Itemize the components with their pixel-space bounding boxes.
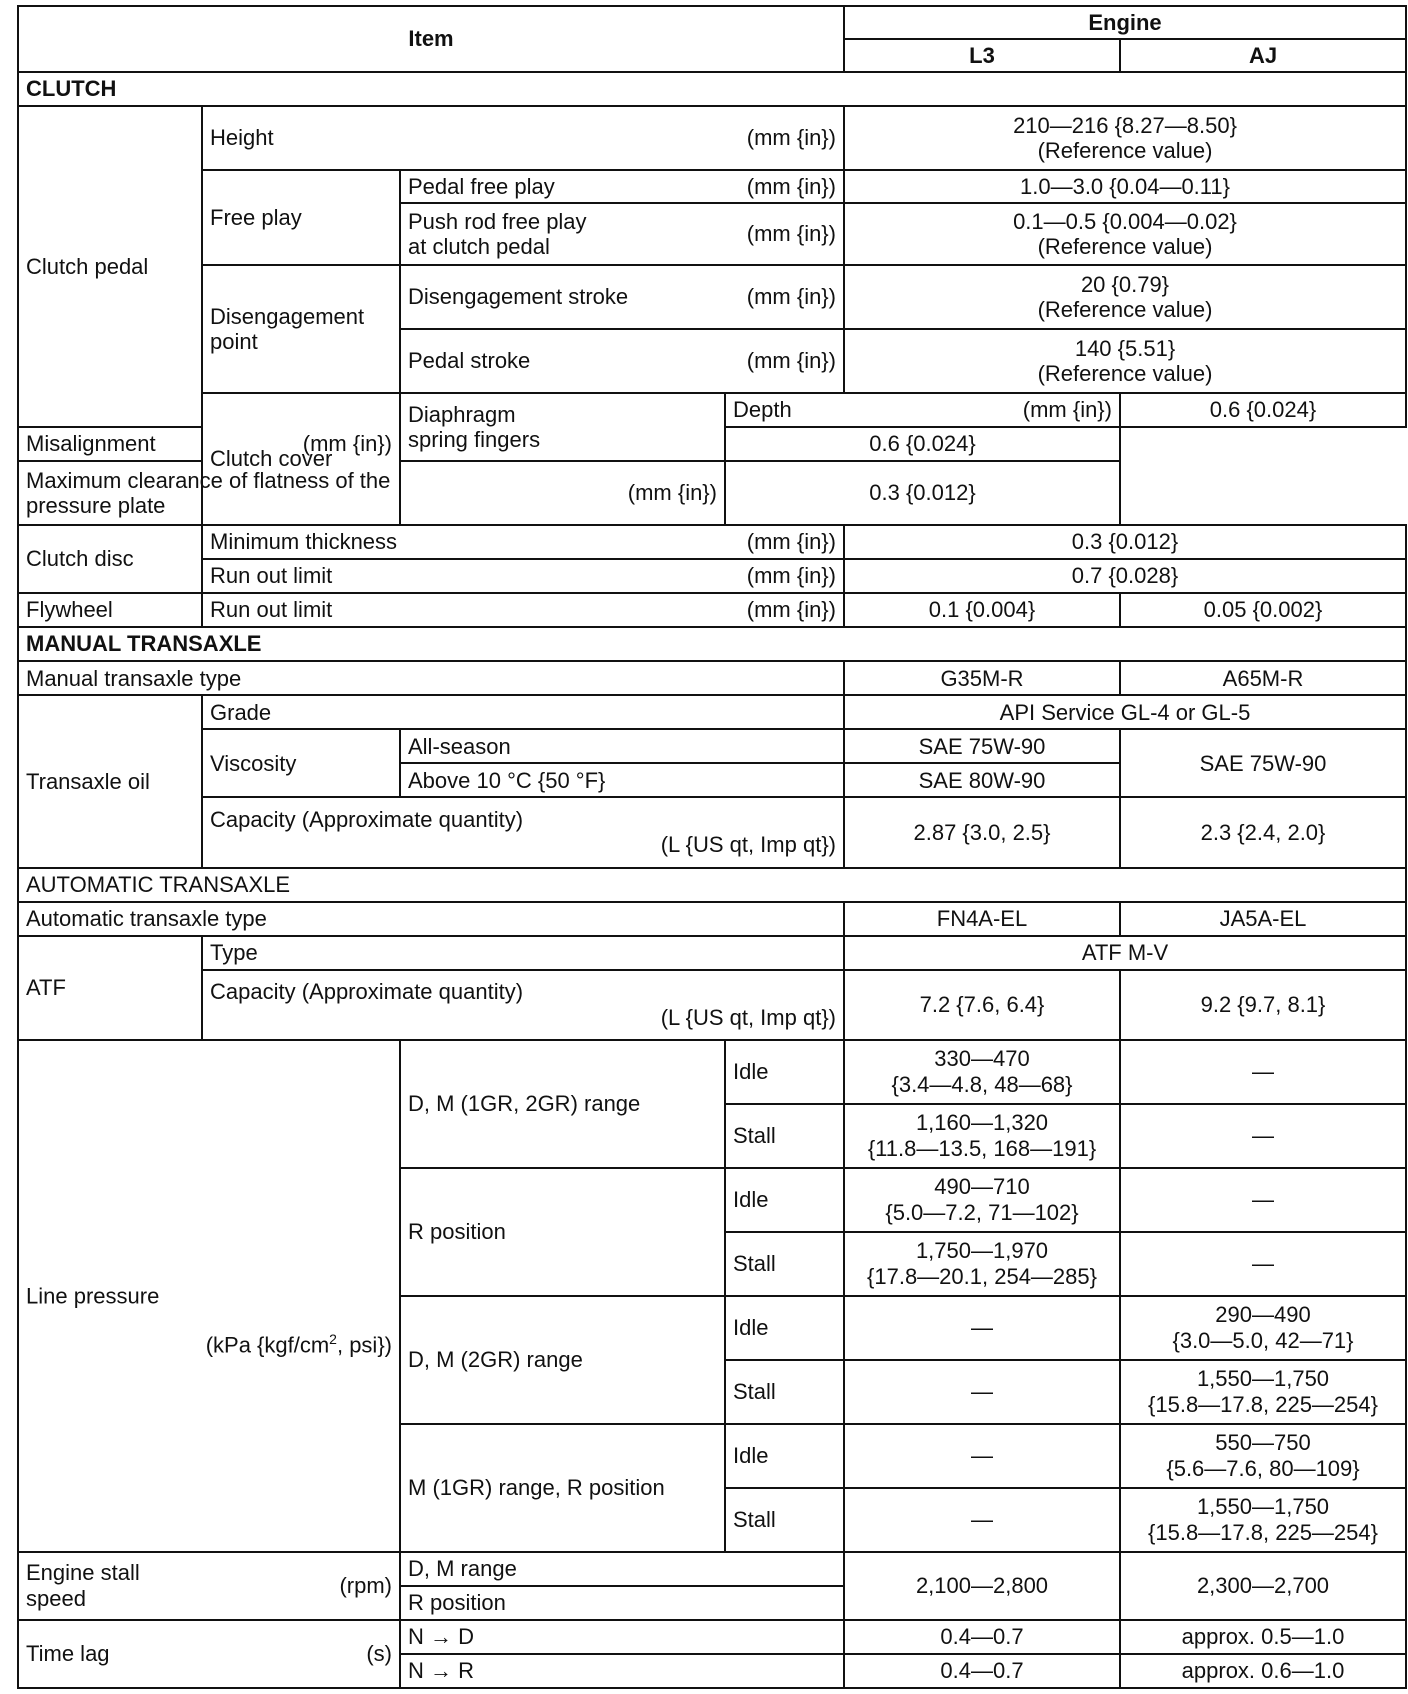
disc-runout-row: Run out limit (mm {in}) [202, 559, 844, 593]
line-pressure-label: Line pressure (kPa {$kgf/cm^2$, psi}) [18, 1040, 400, 1552]
stall-speed-aj: 2,300—2,700 [1120, 1552, 1406, 1620]
misalignment-row: Misalignment (mm {in}) [18, 427, 400, 461]
dm2-stall-l3: — [844, 1360, 1120, 1424]
n-to-r-aj: approx. 0.6—1.0 [1120, 1654, 1406, 1688]
dm2-idle-aj: 290—490 {3.0—5.0, 42—71} [1120, 1296, 1406, 1360]
viscosity-label: Viscosity [202, 729, 400, 797]
flywheel-label: Flywheel [18, 593, 202, 627]
m1r-stall-aj: 1,550—1,750 {15.8—17.8, 225—254} [1120, 1488, 1406, 1552]
manual-type-label: Manual transaxle type [18, 661, 844, 695]
dm2-idle-label: Idle [725, 1296, 844, 1360]
manual-type-l3: G35M-R [844, 661, 1120, 695]
grade-value: API Service GL-4 or GL-5 [844, 695, 1406, 729]
atf-capacity-row: Capacity (Approximate quantity) (L {US qt, Imp qt}) [202, 970, 844, 1040]
manual-capacity-aj: 2.3 {2.4, 2.0} [1120, 797, 1406, 867]
r-stall-aj: — [1120, 1232, 1406, 1296]
min-thickness-value: 0.3 {0.012} [844, 525, 1406, 559]
dm2-idle-l3: — [844, 1296, 1120, 1360]
diaphragm-label: Diaphragm spring fingers [400, 393, 725, 461]
specification-table [17, 5, 1407, 1689]
dm12-stall-aj: — [1120, 1104, 1406, 1168]
n-to-r-l3: 0.4—0.7 [844, 1654, 1120, 1688]
atf-type-label: Type [202, 936, 844, 970]
r-idle-aj: — [1120, 1168, 1406, 1232]
flywheel-l3-value: 0.1 {0.004} [844, 593, 1120, 627]
section-manual-transaxle: MANUAL TRANSAXLE [18, 627, 1406, 661]
transaxle-oil-label: Transaxle oil [18, 695, 202, 867]
clutch-disc-label: Clutch disc [18, 525, 202, 593]
m1r-range-label: M (1GR) range, R position [400, 1424, 725, 1552]
min-thickness-row: Minimum thickness (mm {in}) [202, 525, 844, 559]
dm-range-label: D, M range [400, 1552, 844, 1586]
dm2-stall-label: Stall [725, 1360, 844, 1424]
depth-value: 0.6 {0.024} [1120, 393, 1406, 427]
r-idle-label: Idle [725, 1168, 844, 1232]
m1r-stall-label: Stall [725, 1488, 844, 1552]
n-to-r-label: N → R [400, 1654, 844, 1688]
r-stall-l3: 1,750—1,970 {17.8—20.1, 254—285} [844, 1232, 1120, 1296]
n-to-d-l3: 0.4—0.7 [844, 1620, 1120, 1654]
pedal-free-play-value: 1.0—3.0 {0.04—0.11} [844, 170, 1406, 203]
misalignment-value: 0.6 {0.024} [725, 427, 1120, 461]
m1r-stall-l3: — [844, 1488, 1120, 1552]
disengagement-stroke-value: 20 {0.79} (Reference value) [844, 265, 1406, 329]
height-value: 210—216 {8.27—8.50} (Reference value) [844, 106, 1406, 170]
pedal-free-play-row: Pedal free play (mm {in}) [400, 170, 844, 203]
flatness-row: Maximum clearance of flatness of the pressure plate (mm {in}) [18, 461, 725, 525]
section-clutch: CLUTCH [18, 72, 1406, 106]
viscosity-aj: SAE 75W-90 [1120, 729, 1406, 797]
height-row: Height (mm {in}) [202, 106, 844, 170]
free-play-label: Free play [202, 170, 400, 265]
atf-type-value: ATF M-V [844, 936, 1406, 970]
depth-row: Depth (mm {in}) [725, 393, 1120, 427]
header-aj: AJ [1120, 39, 1406, 72]
atf-label: ATF [18, 936, 202, 1040]
stall-speed-l3: 2,100—2,800 [844, 1552, 1120, 1620]
pedal-stroke-row: Pedal stroke (mm {in}) [400, 329, 844, 393]
dm12-stall-label: Stall [725, 1104, 844, 1168]
m1r-idle-aj: 550—750 {5.6—7.6, 80—109} [1120, 1424, 1406, 1488]
all-season-label: All-season [400, 729, 844, 763]
push-rod-value: 0.1—0.5 {0.004—0.02} (Reference value) [844, 203, 1406, 265]
dm12-idle-aj: — [1120, 1040, 1406, 1104]
manual-type-aj: A65M-R [1120, 661, 1406, 695]
pedal-stroke-value: 140 {5.51} (Reference value) [844, 329, 1406, 393]
atf-capacity-l3: 7.2 {7.6, 6.4} [844, 970, 1120, 1040]
push-rod-row: Push rod free play at clutch pedal (mm {in}) [400, 203, 844, 265]
clutch-cover-label: Clutch cover [202, 393, 400, 525]
dm12-idle-label: Idle [725, 1040, 844, 1104]
manual-capacity-l3: 2.87 {3.0, 2.5} [844, 797, 1120, 867]
all-season-l3: SAE 75W-90 [844, 729, 1120, 763]
header-item: Item [18, 6, 844, 72]
section-automatic-transaxle: AUTOMATIC TRANSAXLE [18, 868, 1406, 902]
engine-stall-speed-label: Engine stall speed (rpm) [18, 1552, 400, 1620]
above-10c-l3: SAE 80W-90 [844, 763, 1120, 797]
disengagement-point-label: Disengagement point [202, 265, 400, 393]
stall-r-position-label: R position [400, 1586, 844, 1620]
r-idle-l3: 490—710 {5.0—7.2, 71—102} [844, 1168, 1120, 1232]
disc-runout-value: 0.7 {0.028} [844, 559, 1406, 593]
time-lag-label: Time lag (s) [18, 1620, 400, 1688]
n-to-d-aj: approx. 0.5—1.0 [1120, 1620, 1406, 1654]
dm2-stall-aj: 1,550—1,750 {15.8—17.8, 225—254} [1120, 1360, 1406, 1424]
m1r-idle-l3: — [844, 1424, 1120, 1488]
grade-label: Grade [202, 695, 844, 729]
header-engine: Engine [844, 6, 1406, 39]
r-position-label: R position [400, 1168, 725, 1296]
dm12-range-label: D, M (1GR, 2GR) range [400, 1040, 725, 1168]
manual-capacity-row: Capacity (Approximate quantity) (L {US qt, Imp qt}) [202, 797, 844, 867]
clutch-pedal-label: Clutch pedal [18, 106, 202, 427]
above-10c-label: Above 10 °C {50 °F} [400, 763, 844, 797]
flatness-value: 0.3 {0.012} [725, 461, 1120, 525]
header-l3: L3 [844, 39, 1120, 72]
dm12-stall-l3: 1,160—1,320 {11.8—13.5, 168—191} [844, 1104, 1120, 1168]
flywheel-runout-row: Run out limit (mm {in}) [202, 593, 844, 627]
n-to-d-label: N → D [400, 1620, 844, 1654]
dm12-idle-l3: 330—470 {3.4—4.8, 48—68} [844, 1040, 1120, 1104]
r-stall-label: Stall [725, 1232, 844, 1296]
disengagement-stroke-row: Disengagement stroke (mm {in}) [400, 265, 844, 329]
automatic-type-l3: FN4A-EL [844, 902, 1120, 936]
dm2-range-label: D, M (2GR) range [400, 1296, 725, 1424]
flywheel-aj-value: 0.05 {0.002} [1120, 593, 1406, 627]
automatic-type-aj: JA5A-EL [1120, 902, 1406, 936]
m1r-idle-label: Idle [725, 1424, 844, 1488]
atf-capacity-aj: 9.2 {9.7, 8.1} [1120, 970, 1406, 1040]
automatic-type-label: Automatic transaxle type [18, 902, 844, 936]
